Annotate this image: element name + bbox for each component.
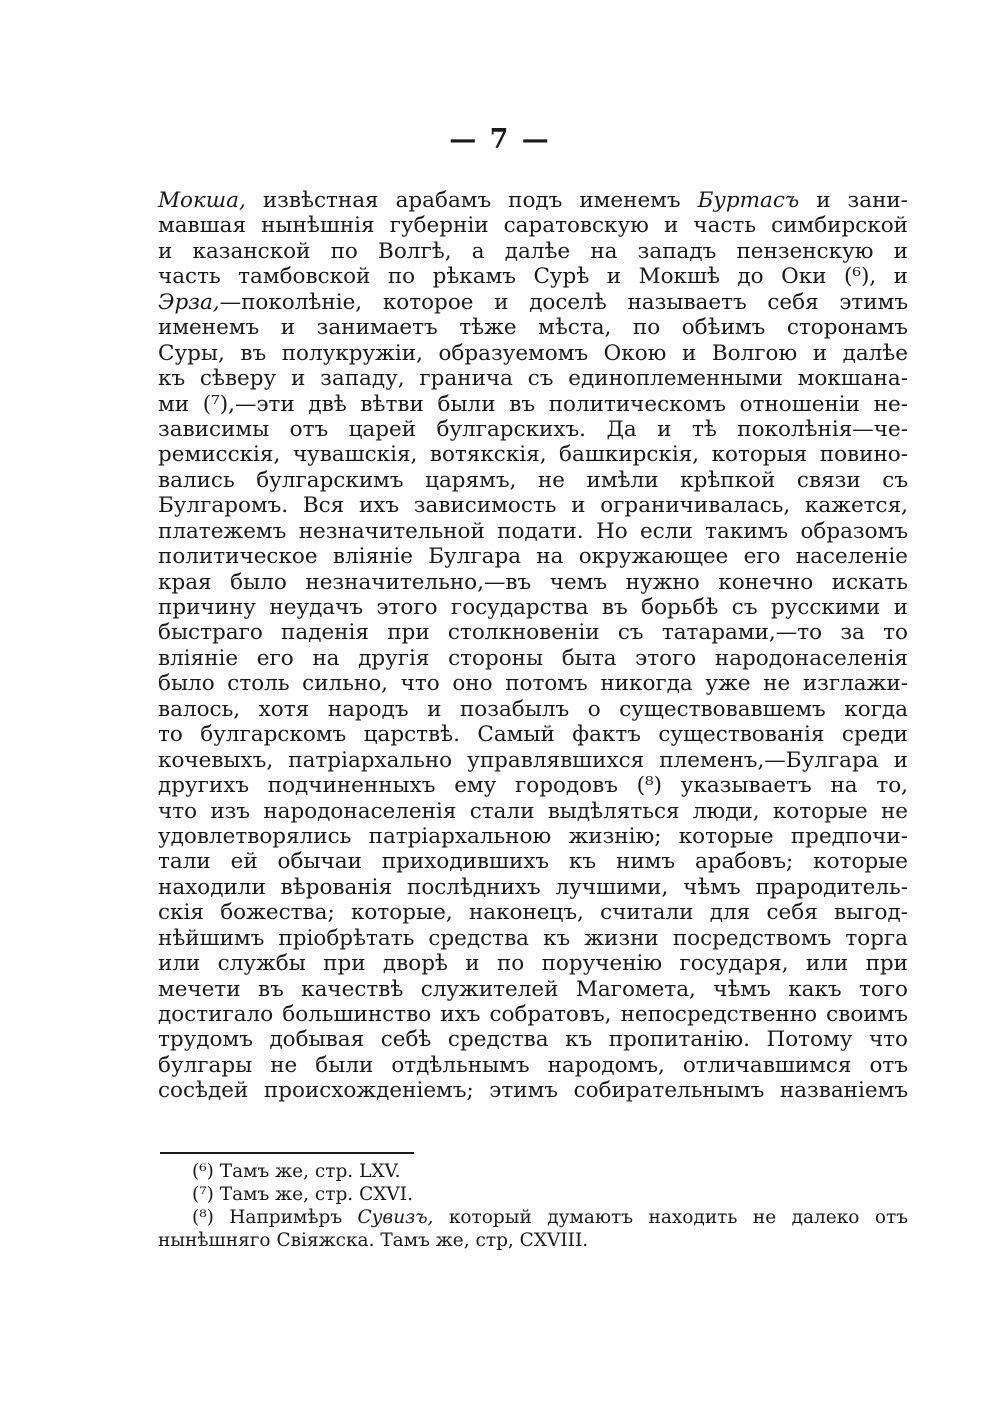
text-line: вались булгарскимъ царямъ, не имѣли крѣпкой связи съ bbox=[158, 467, 908, 493]
text-line: или службы при дворѣ и по порученію государя, или при bbox=[158, 951, 908, 977]
text-line: было столь сильно, что оно потомъ никогда уже не изглажи- bbox=[158, 671, 908, 697]
text-line: Эрза,—поколѣніе, которое и доселѣ называетъ себя этимъ bbox=[158, 289, 908, 315]
main-text bbox=[158, 188, 908, 1104]
text-line: Булгаромъ. Вся ихъ зависимость и ограничивалась, кажется, bbox=[158, 493, 908, 519]
text-line: мечети въ качествѣ служителей Магомета, чѣмъ какъ того bbox=[158, 976, 908, 1002]
text-line: къ сѣверу и западу, гранича съ единоплеменными мокшана- bbox=[158, 366, 908, 392]
text-line: валось, хотя народъ и позабылъ о существовавшемъ когда bbox=[158, 696, 908, 722]
text-line: находили вѣрованія послѣднихъ лучшими, чѣмъ прародитель- bbox=[158, 874, 908, 900]
footnote-8: (⁸) Напримѣръ Сувизъ, который думаютъ находить не далеко отъ bbox=[192, 1207, 908, 1228]
text-line: причину неудачъ этого государства въ борьбѣ съ русскими и bbox=[158, 595, 908, 620]
text-line: и казанской по Волгѣ, а далѣе на западъ пензенскую и bbox=[158, 238, 908, 264]
text-line: Суры, въ полукружіи, образуемомъ Окою и Волгою и далѣе bbox=[158, 340, 908, 366]
footnote-6: (⁶) Тамъ же, стр. LXV. bbox=[192, 1161, 401, 1182]
text-line: вліяніе его на другія стороны быта этого народонаселенія bbox=[158, 645, 908, 671]
text-line: зависимы отъ царей булгарскихъ. Да и тѣ поколѣнія—че- bbox=[158, 416, 908, 442]
text-line: другихъ подчиненныхъ ему городовъ (⁸) указываетъ на то, bbox=[158, 773, 908, 799]
text-line: ми (⁷),—эти двѣ вѣтви были въ политическомъ отношеніи не- bbox=[158, 391, 908, 417]
text-line: ремисскія, чувашскія, вотякскія, башкирскія, которыя повино- bbox=[158, 442, 908, 468]
page-number: — 7 — bbox=[449, 124, 551, 155]
footnote-7: (⁷) Тамъ же, стр. CXVI. bbox=[192, 1184, 413, 1205]
text-line: Мокша, извѣстная арабамъ подъ именемъ Буртасъ и зани- bbox=[158, 188, 908, 213]
footnote-8-continuation: нынѣшняго Свіяжска. Тамъ же, стр, CXVIII. bbox=[158, 1230, 589, 1251]
footnote-divider bbox=[160, 1152, 414, 1154]
text-line: платежемъ незначительной подати. Но если такимъ образомъ bbox=[158, 518, 908, 544]
text-line: булгары не были отдѣльнымъ народомъ, отличавшимся отъ bbox=[158, 1052, 908, 1078]
text-line: то булгарскомъ царствѣ. Самый фактъ существованія среди bbox=[158, 722, 908, 748]
footnotes bbox=[158, 1160, 908, 1252]
text-line: тали ей обычаи приходившихъ къ нимъ арабовъ; которые bbox=[158, 849, 908, 875]
text-line: нѣйшимъ пріобрѣтать средства къ жизни посредствомъ торга bbox=[158, 925, 908, 951]
text-line: мавшая нынѣшнія губерніи саратовскую и часть симбирской bbox=[158, 213, 908, 239]
text-line: удовлетворялись патріархальною жизнію; которые предпочи- bbox=[158, 823, 908, 849]
text-line: края было незначительно,—въ чемъ нужно конечно искать bbox=[158, 569, 908, 595]
text-line: политическое вліяніе Булгара на окружающее его населеніе bbox=[158, 544, 908, 570]
text-line: часть тамбовской по рѣкамъ Сурѣ и Мокшѣ до Оки (⁶), и bbox=[158, 264, 908, 290]
text-line: трудомъ добывая себѣ средства къ пропитанію. Потому что bbox=[158, 1027, 908, 1053]
text-line: именемъ и занимаетъ тѣже мѣста, по обѣимъ сторонамъ bbox=[158, 315, 908, 341]
text-line: сосѣдей происхожденіемъ; этимъ собирательнымъ названіемъ bbox=[158, 1078, 908, 1104]
text-line: быстраго паденія при столкновеніи съ татарами,—то за то bbox=[158, 620, 908, 646]
text-line: достигало большинство ихъ собратовъ, непосредственно своимъ bbox=[158, 1002, 908, 1027]
text-line: кочевыхъ, патріархально управлявшихся племенъ,—Булгара и bbox=[158, 747, 908, 773]
text-line: скія божества; которые, наконецъ, считали для себя выгод- bbox=[158, 900, 908, 926]
text-line: что изъ народонаселенія стали выдѣляться люди, которые не bbox=[158, 798, 908, 824]
